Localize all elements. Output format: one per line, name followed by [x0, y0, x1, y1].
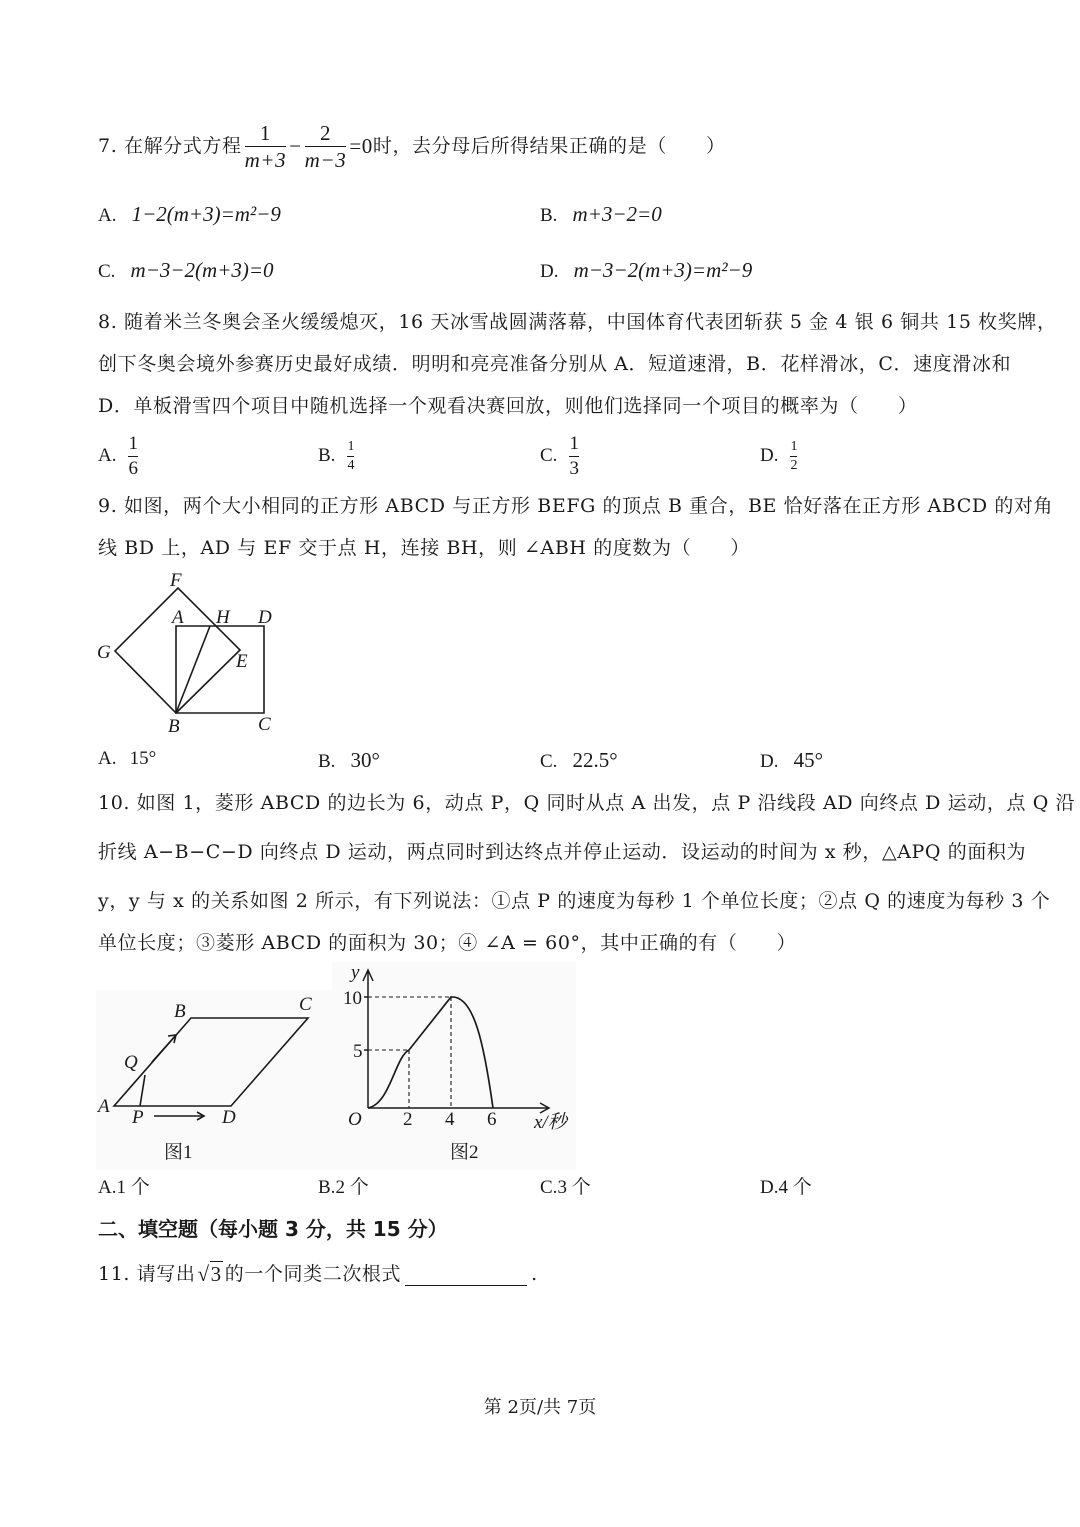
fig1-label-b: B — [174, 1001, 186, 1022]
q10-figure-1 — [96, 990, 332, 1170]
q10-figure-2 — [332, 962, 576, 1170]
q9-option-c[interactable]: C. 22.5° — [540, 748, 618, 772]
q9-figure-squares — [90, 568, 290, 740]
q7-stem: 7. 在解分式方程 $\frac{1}{m+3}$ − $\frac{2}{m-3}$ =0 时，去分母后所得结果正确的是（ ） — [98, 120, 726, 172]
label-c: C — [258, 714, 271, 735]
fig2-x-tick-4: 4 — [445, 1109, 455, 1130]
label-e: E — [236, 651, 248, 672]
label-a: A — [172, 607, 184, 628]
q7-option-d[interactable]: D. m−3−2(m+3)=m²−9 — [540, 258, 753, 282]
q10-line-2: 折线 A−B−C−D 向终点 D 运动，两点同时到达终点并停止运动．设运动的时间为 x 秒，△APQ 的面积为 — [98, 841, 1027, 863]
page-footer: 第 2页/共 7页 — [483, 1397, 597, 1418]
q8-line-3: D．单板滑雪四个项目中随机选择一个观看决赛回放，则他们选择同一个项目的概率为（ ） — [98, 395, 918, 417]
q7-fraction-1: $\frac{1}{m+3}$ — [244, 120, 287, 172]
q8-line-1: 8. 随着米兰冬奥会圣火缓缓熄灭，16 天冰雪战圆满落幕，中国体育代表团斩获 5 金 4 银 6 铜共 15 枚奖牌， — [98, 311, 1057, 333]
q8-option-b[interactable]: B. $\frac{1}{4}$ — [318, 438, 355, 473]
q9-option-d[interactable]: D. 45° — [760, 748, 823, 772]
q9-option-b[interactable]: B. 30° — [318, 748, 380, 772]
q7-option-c[interactable]: C. m−3−2(m+3)=0 — [98, 258, 274, 282]
fig2-x-tick-6: 6 — [487, 1109, 497, 1130]
fig1-label-d: D — [222, 1107, 236, 1128]
q7-option-b[interactable]: B. m+3−2=0 — [540, 202, 662, 226]
q8-option-d[interactable]: D. $\frac{1}{2}$ — [760, 438, 798, 473]
label-g: G — [97, 642, 111, 663]
q9-line-2: 线 BD 上，AD 与 EF 交于点 H，连接 BH，则 ∠ABH 的度数为（ ） — [98, 537, 751, 559]
q9-line-1: 9. 如图，两个大小相同的正方形 ABCD 与正方形 BEFG 的顶点 B 重合，BE 恰好落在正方形 ABCD 的对角 — [98, 495, 1054, 517]
fig1-label-q: Q — [124, 1052, 138, 1073]
fig1-label-c: C — [299, 994, 312, 1015]
q10-option-a[interactable]: A.1 个 — [98, 1177, 150, 1198]
q7-fraction-2: $\frac{2}{m-3}$ — [304, 120, 347, 172]
fig2-y-tick-5: 5 — [353, 1041, 363, 1062]
q10-line-3: y，y 与 x 的关系如图 2 所示，有下列说法：①点 P 的速度为每秒 1 个单位长度；②点 Q 的速度为每秒 3 个 — [98, 890, 1051, 912]
fig2-x-label: x/秒 — [534, 1112, 567, 1133]
label-f: F — [170, 570, 182, 591]
q10-line-4: 单位长度；③菱形 ABCD 的面积为 30；④ ∠A = 60°，其中正确的有（ ） — [98, 932, 797, 954]
fig2-y-tick-10: 10 — [343, 988, 362, 1009]
q11-answer-blank[interactable] — [405, 1265, 527, 1286]
q11-sqrt: √3 — [197, 1262, 222, 1286]
fig2-y-label: y — [351, 962, 360, 983]
q8-option-c[interactable]: C. $\frac{1}{3}$ — [540, 432, 579, 479]
label-h: H — [216, 607, 230, 628]
q10-option-c[interactable]: C.3 个 — [540, 1177, 591, 1198]
q9-option-a[interactable]: A. 15° — [98, 748, 157, 769]
q7-option-a[interactable]: A. 1−2(m+3)=m²−9 — [98, 202, 281, 226]
q10-line-1: 10. 如图 1，菱形 ABCD 的边长为 6，动点 P，Q 同时从点 A 出发，点 P 沿线段 AD 向终点 D 运动，点 Q 沿 — [98, 792, 1076, 814]
q10-option-b[interactable]: B.2 个 — [318, 1177, 369, 1198]
fig2-origin: O — [348, 1109, 362, 1130]
q8-line-2: 创下冬奥会境外参赛历史最好成绩．明明和亮亮准备分别从 A．短道速滑，B．花样滑冰，C．速度滑冰和 — [98, 353, 1012, 375]
fig1-label-p: P — [132, 1107, 144, 1128]
fig2-caption: 图2 — [450, 1142, 479, 1163]
fig1-label-a: A — [98, 1096, 110, 1117]
fig1-caption: 图1 — [164, 1142, 193, 1163]
q7-stem-suffix: 时，去分母后所得结果正确的是（ ） — [372, 135, 726, 157]
q10-option-d[interactable]: D.4 个 — [760, 1177, 812, 1198]
section-2-title: 二、填空题（每小题 3 分，共 15 分） — [98, 1217, 448, 1241]
label-d: D — [258, 607, 272, 628]
q7-stem-prefix: 7. 在解分式方程 — [98, 135, 242, 157]
q8-option-a[interactable]: A. $\frac{1}{6}$ — [98, 432, 138, 479]
fig2-x-tick-2: 2 — [403, 1109, 413, 1130]
q11-stem: 11. 请写出 √3 的一个同类二次根式 . — [98, 1262, 538, 1286]
label-b: B — [168, 716, 180, 737]
segment-bh — [176, 626, 210, 713]
